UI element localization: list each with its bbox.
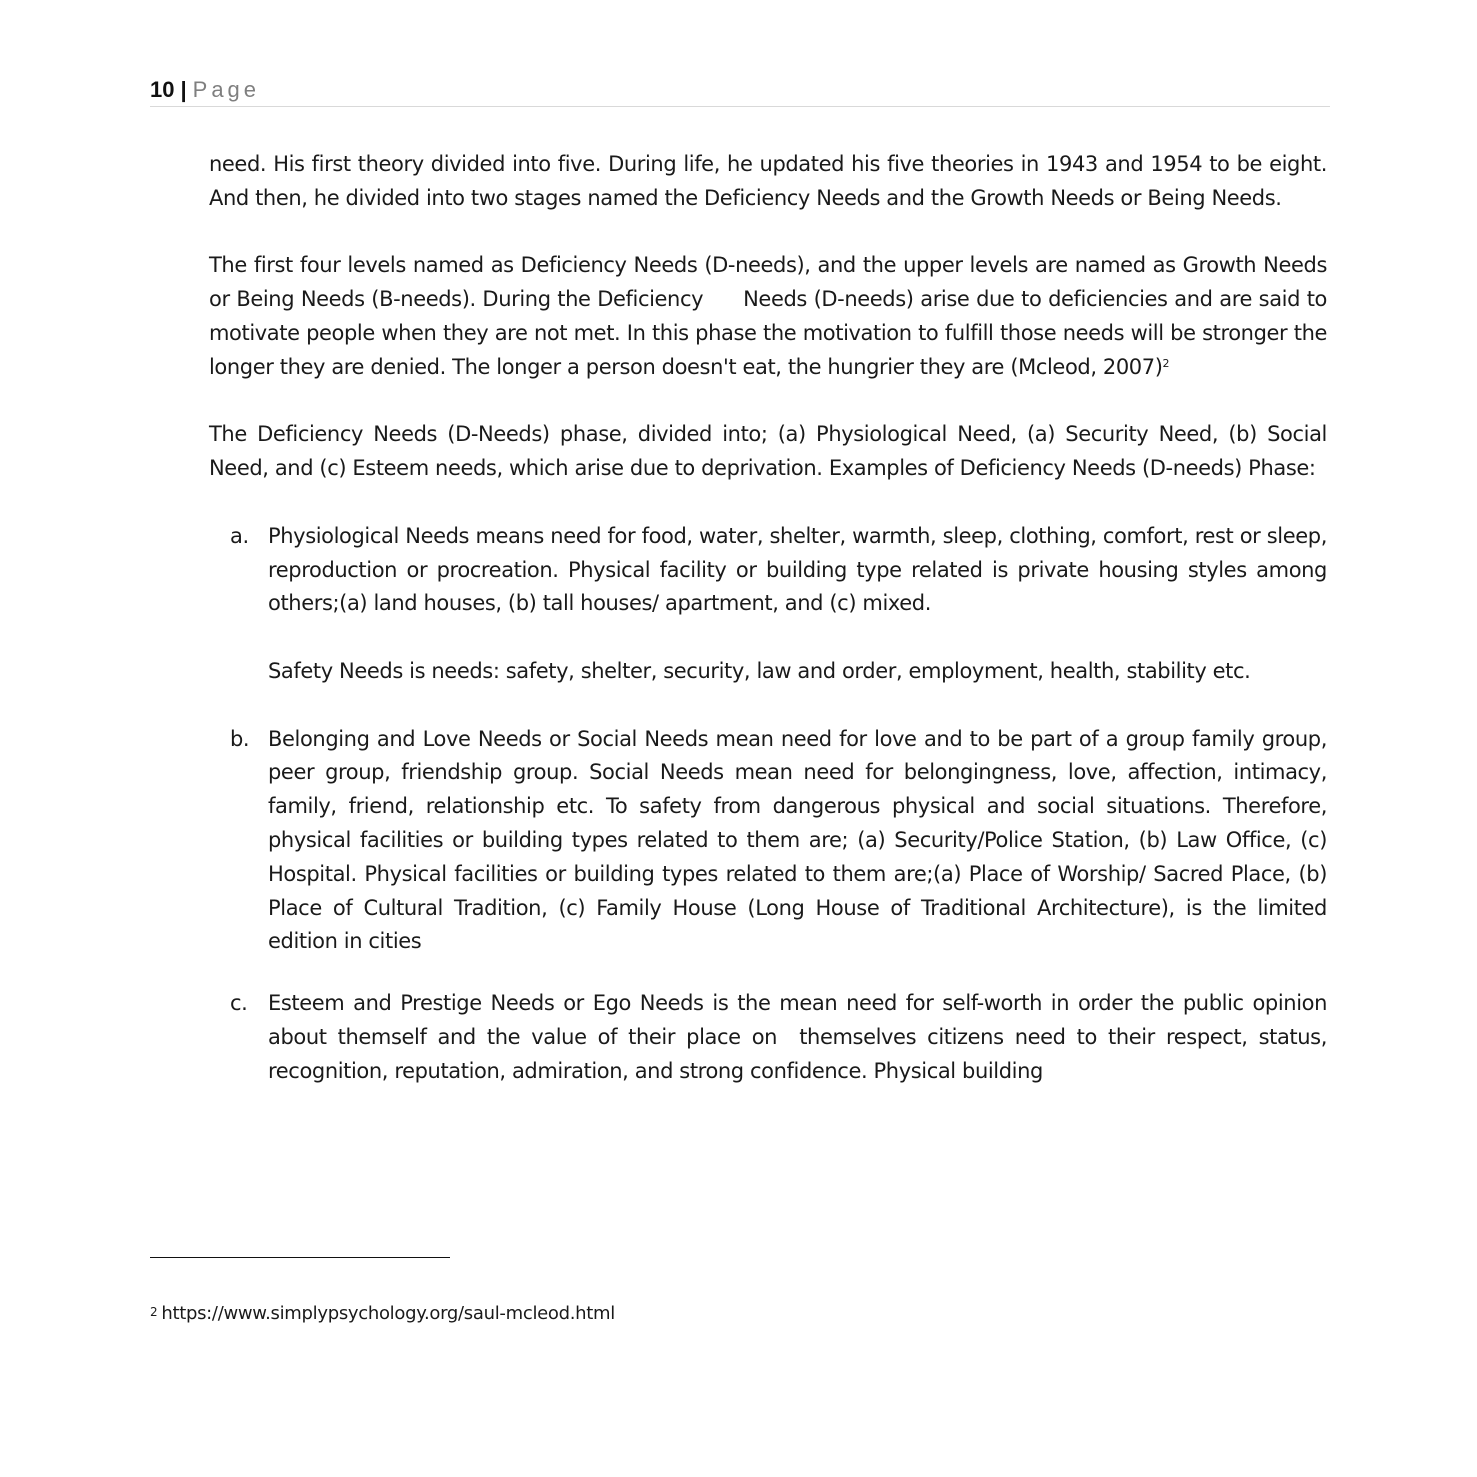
paragraph-d-needs-phase: The Deficiency Needs (D-Needs) phase, divided into; (a) Physiological Need, (a) Security Need, (b) Social Need, and (c) Esteem needs, which arise due to deprivation. Examples of Deficiency Needs (D-needs) Phase: <box>209 422 1327 481</box>
list-marker: c. <box>230 991 248 1016</box>
document-body <box>209 148 1327 1089</box>
footnote <box>150 1300 615 1328</box>
list-item-subparagraph: Safety Needs is needs: safety, shelter, security, law and order, employment, health, stability etc. <box>268 658 1251 683</box>
list-item-esteem <box>209 987 1327 1088</box>
list-marker: b. <box>230 726 250 751</box>
footnote-reference[interactable]: 2 <box>1162 356 1170 370</box>
page-number: 10 <box>150 77 175 102</box>
page-header <box>150 76 1330 107</box>
paragraph-deficiency-levels-text: The first four levels named as Deficiency Needs (D-needs), and the upper levels are named as Growth Needs or Being Needs (B-needs). During the Deficiency Needs (D-needs) arise due to deficiencies and are said to motivate people when they are not met. In this phase the motivation to fulfill those needs will be stronger the longer they are denied. The longer a person doesn't eat, the hungrier they are (Mcleod, 2007) <box>209 253 1327 379</box>
list-item-text: Physiological Needs means need for food, water, shelter, warmth, sleep, clothing, comfort, rest or sleep, reproduction or procreation. Physical facility or building type related is private housing styles among others;(a) land houses, (b) tall houses/ apartment, and (c) mixed. <box>268 523 1327 616</box>
footnote-separator <box>150 1257 450 1258</box>
list-marker: a. <box>230 523 249 548</box>
paragraph-deficiency-levels <box>209 249 1327 384</box>
page-separator: | <box>180 77 187 102</box>
needs-list <box>209 520 1327 1089</box>
footnote-link[interactable]: https://www.simplypsychology.org/saul-mcleod.html <box>161 1303 615 1324</box>
list-item-text: Esteem and Prestige Needs or Ego Needs is the mean need for self-worth in order the public opinion about themself and the value of their place on themselves citizens need to their respect, status, recognition, reputation, admiration, and strong confidence. Physical building <box>268 991 1327 1083</box>
page-label: Page <box>192 77 261 102</box>
footnote-number: 2 <box>150 1305 158 1319</box>
paragraph-continuation: need. His first theory divided into five. During life, he updated his five theories in 1943 and 1954 to be eight. And then, he divided into two stages named the Deficiency Needs and the Growth Needs or Being Needs. <box>209 152 1327 210</box>
list-item-text: Belonging and Love Needs or Social Needs mean need for love and to be part of a group family group, peer group, friendship group. Social Needs mean need for belongingness, love, affection, intimacy, family, friend, relationship etc. To safety from dangerous physical and social situations. Therefore, physical facilities or building types related to them are; (a) Security/Police Station, (b) Law Office, (c) Hospital. Physical facilities or building types related to them are;(a) Place of Worship/ Sacred Place, (b) Place of Cultural Tradition, (c) Family House (Long House of Traditional Architecture), is the limited edition in cities <box>268 726 1327 954</box>
list-item-belonging <box>209 723 1327 960</box>
list-item-physiological <box>209 520 1327 689</box>
